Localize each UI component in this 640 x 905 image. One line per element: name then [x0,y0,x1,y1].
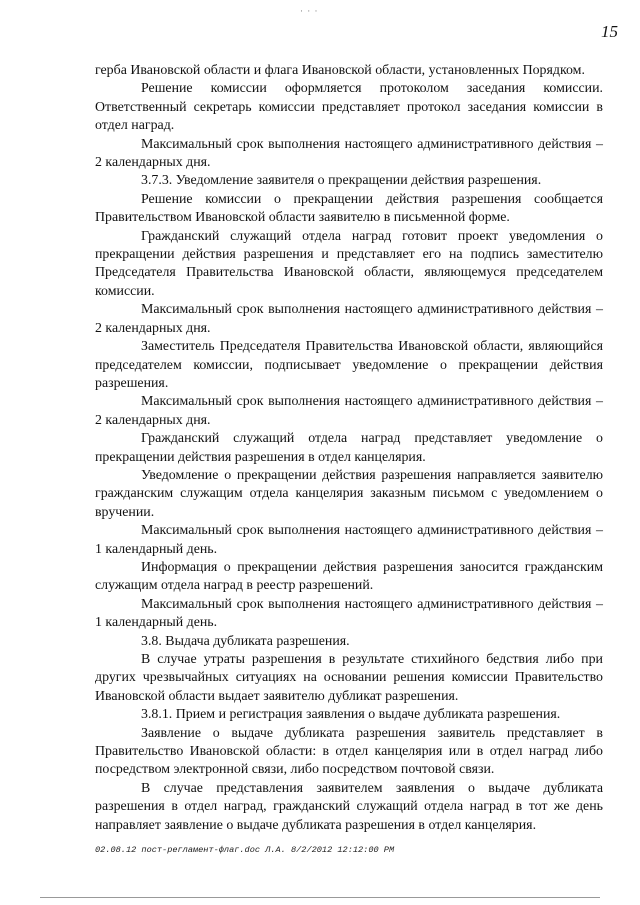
section-heading: 3.7.3. Уведомление заявителя о прекращении действия разрешения. [141,173,542,189]
section-heading: 3.8.1. Прием и регистрация заявления о выдаче дубликата разрешения. [141,707,561,723]
paragraph: Максимальный срок выполнения настоящего административного действия – 2 календарных дня. [95,136,603,171]
paragraph: Заместитель Председателя Правительства Ивановской области, являющийся председателем комиссии, подписывает уведомление о прекращении действия разрешения. [95,339,603,391]
paragraph: Гражданский служащий отдела наград представляет уведомление о прекращении действия разрешения в отдел канцелярия. [95,431,603,465]
scan-edge-line [40,897,600,898]
paragraph: В случае утраты разрешения в результате стихийного бедствия либо при других чрезвычайных ситуациях на основании решения комиссии Правительство Ивановской области выдает заявителю дубликат разрешения. [95,652,603,704]
paragraph: Максимальный срок выполнения настоящего административного действия – 1 календарный день. [95,523,603,557]
paragraph: В случае представления заявителем заявления о выдаче дубликата разрешения в отдел наград, гражданский служащий отдела наград в тот же день направляет заявление о выдаче дубликата разрешения в отдел канцелярия. [95,780,603,833]
paragraph: Максимальный срок выполнения настоящего административного действия – 2 календарных дня. [95,394,603,428]
file-footer: 02.08.12 пост-регламент-флаг.doc Л.А. 8/2/2012 12:12:00 PM [95,845,395,855]
paragraph: Максимальный срок выполнения настоящего административного действия – 2 календарных дня. [95,302,603,336]
paragraph: Информация о прекращении действия разрешения заносится гражданским служащим отдела наград в реестр разрешений. [95,559,603,594]
paragraph: Уведомление о прекращении действия разрешения направляется заявителю гражданским служащим отдела канцелярия заказным письмом с уведомлением о вручении. [95,467,603,520]
page-number: 15 [601,22,618,41]
paragraph: герба Ивановской области и флага Ивановской области, установленных Порядком. [95,63,585,78]
paragraph: Максимальный срок выполнения настоящего административного действия – 1 календарный день. [95,596,603,631]
paragraph: Гражданский служащий отдела наград готовит проект уведомления о прекращении действия разрешения и представляет его на подпись заместителю Председателя Правительства Ивановской области, являющемуся председателем комиссии. [95,228,603,299]
section-heading: 3.8. Выдача дубликата разрешения. [141,633,350,649]
paragraph: Решение комиссии о прекращении действия разрешения сообщается Правительством Ивановской области заявителю в письменной форме. [95,191,603,226]
document-body [95,62,603,835]
paragraph: Решение комиссии оформляется протоколом заседания комиссии. Ответственный секретарь комиссии представляет протокол заседания комиссии в отдел наград. [95,81,603,134]
scan-mark: · · · [300,6,319,16]
paragraph: Заявление о выдаче дубликата разрешения заявитель представляет в Правительство Ивановской области: в отдел канцелярия или в отдел наград либо посредством электронной связи, либо посредством почтовой связи. [95,725,603,778]
